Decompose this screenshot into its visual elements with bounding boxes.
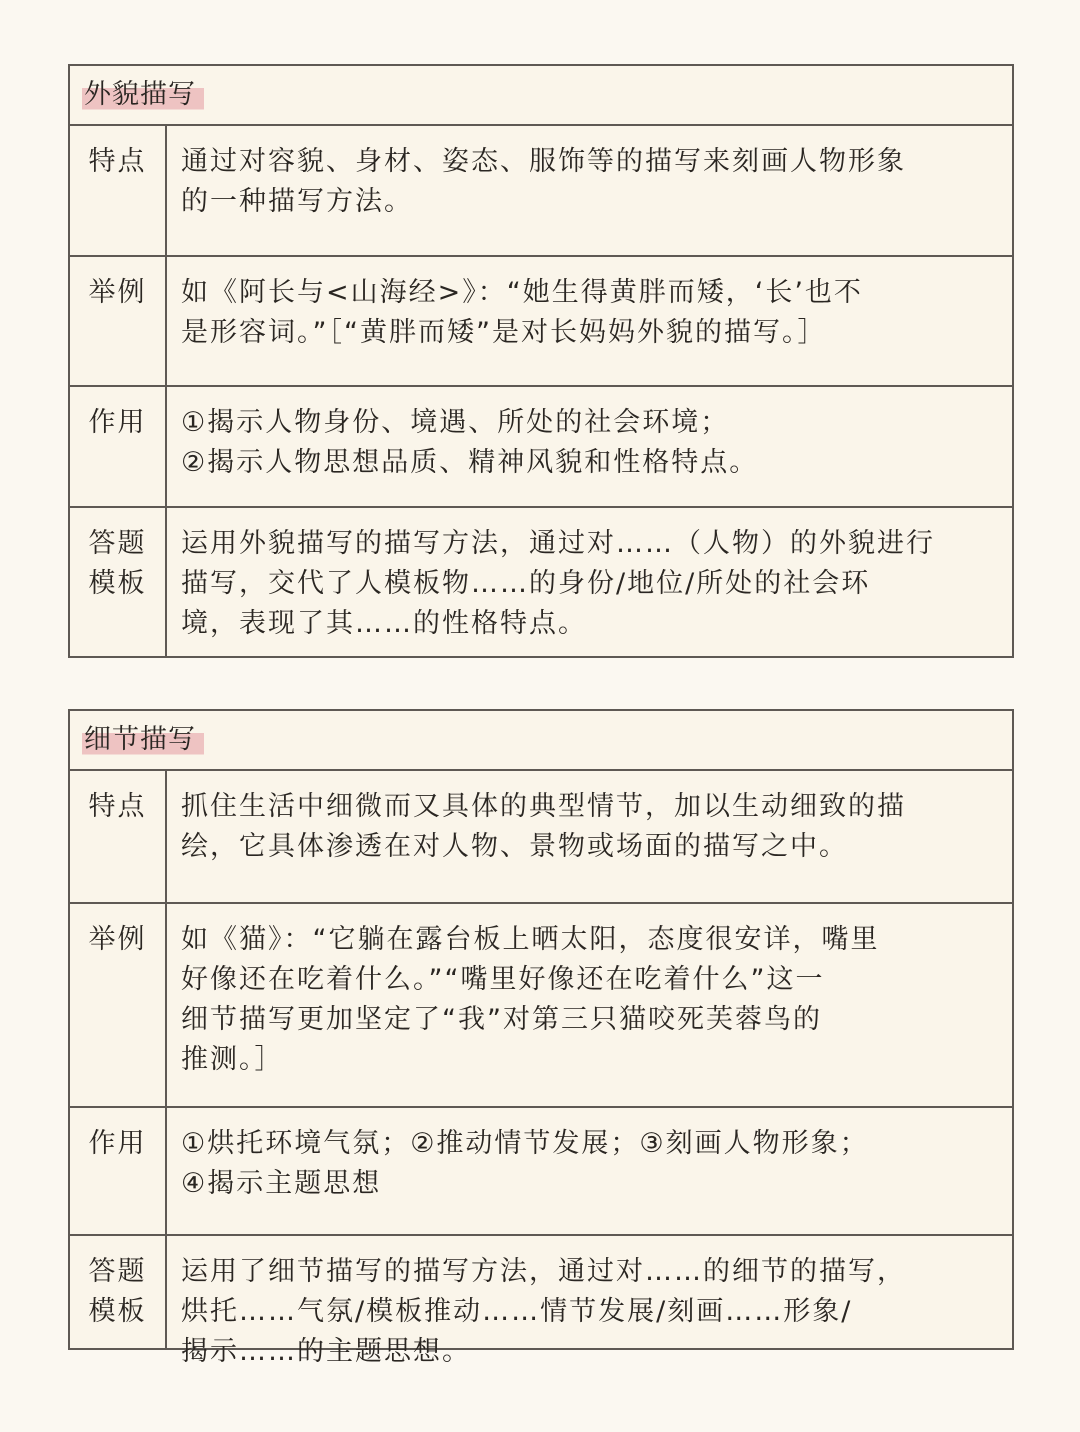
table-row-features: [70, 126, 1012, 257]
row-content: 运用了细节描写的描写方法，通过对……的细节的描写， 烘托……气氛/模板推动……情节发展/刻画……形象/ 揭示……的主题思想。: [181, 1256, 906, 1367]
table-row-features: [70, 771, 1012, 904]
row-label: 答题 模板: [70, 508, 167, 656]
row-label: 特点: [70, 126, 167, 255]
row-label: 答题 模板: [70, 1236, 167, 1348]
card-header: [70, 66, 1012, 126]
detail-description-card: [68, 709, 1014, 1367]
row-content: 如《猫》：“它躺在露台板上晒太阳，态度很安详，嘴里 好像还在吃着什么。”“嘴里好像还在吃着什么”这一 细节描写更加坚定了“我”对第三只猫咬死芙蓉鸟的 推测。］: [181, 924, 880, 1075]
row-label: 特点: [70, 771, 167, 902]
row-content: 运用外貌描写的描写方法，通过对……（人物）的外貌进行 描写，交代了人模板物……的身份/地位/所处的社会环 境，表现了其……的性格特点。: [181, 528, 935, 639]
row-label: 作用: [70, 387, 167, 506]
row-label: 作用: [70, 1108, 167, 1234]
row-content: ①烘托环境气氛；②推动情节发展；③刻画人物形象； ④揭示主题思想: [181, 1128, 869, 1199]
card-title: 外貌描写: [82, 77, 204, 113]
row-content: 抓住生活中细微而又具体的典型情节，加以生动细致的描 绘，它具体渗透在对人物、景物或场面的描写之中。: [181, 791, 906, 862]
table-row-function: [70, 387, 1012, 508]
appearance-description-card: [68, 64, 1014, 658]
row-label: 举例: [70, 904, 167, 1106]
card-title: 细节描写: [82, 722, 204, 758]
row-content: 如《阿长与<山海经>》：“她生得黄胖而矮，‘长’也不 是形容词。”［“黄胖而矮”是对长妈妈外貌的描写。］: [181, 277, 863, 348]
row-label: 举例: [70, 257, 167, 385]
table-row-function: [70, 1108, 1012, 1236]
table-row-answer-template: [70, 508, 1012, 656]
card-header: [70, 711, 1012, 771]
table-row-example: [70, 904, 1012, 1108]
table-row-answer-template: [70, 1236, 1012, 1367]
row-content: ①揭示人物身份、境遇、所处的社会环境； ②揭示人物思想品质、精神风貌和性格特点。: [181, 407, 759, 478]
table-row-example: [70, 257, 1012, 387]
row-content: 通过对容貌、身材、姿态、服饰等的描写来刻画人物形象 的一种描写方法。: [181, 146, 906, 217]
